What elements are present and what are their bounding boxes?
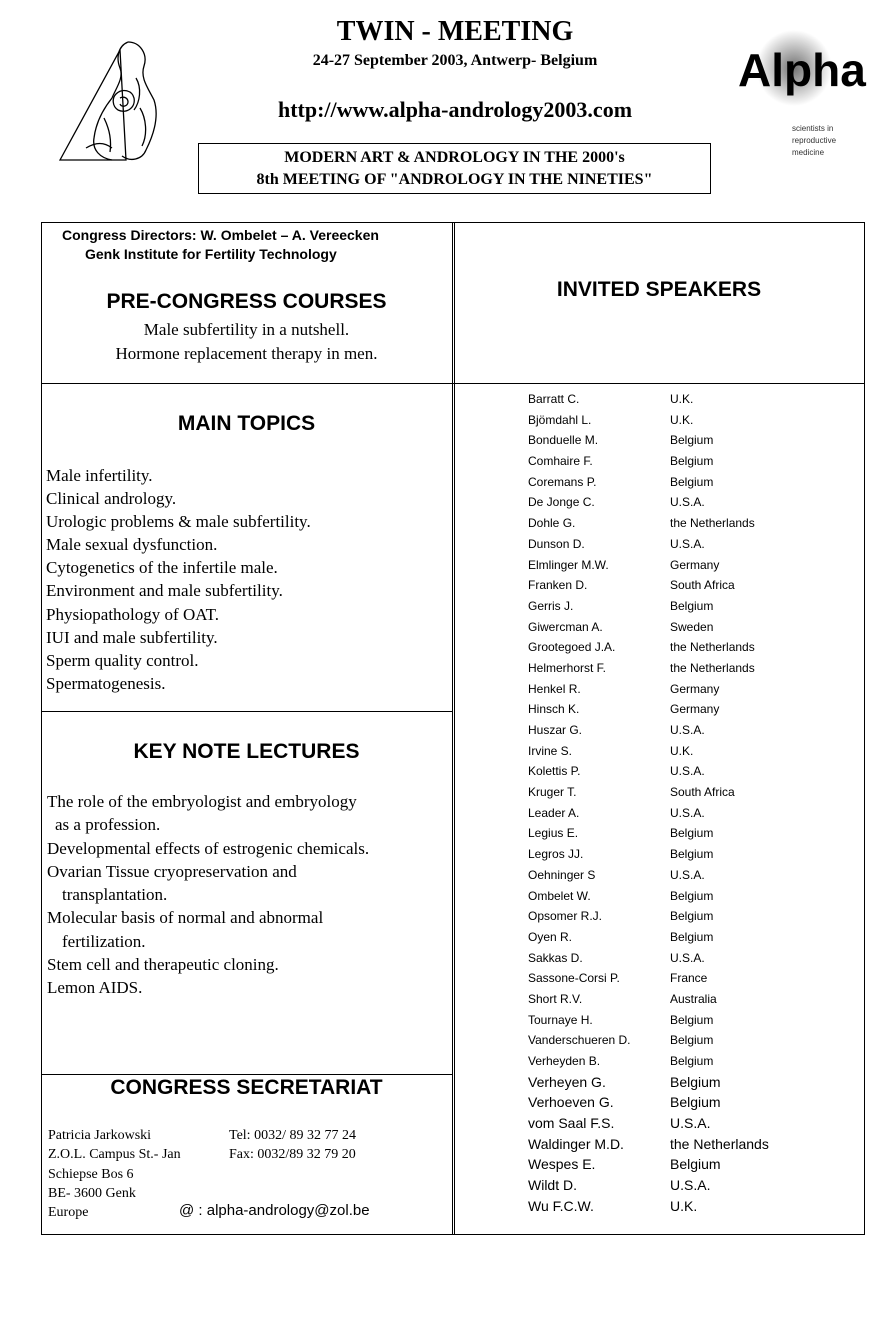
speaker-row	[528, 596, 769, 617]
speaker-name: Wu F.C.W.	[528, 1197, 594, 1214]
speakers-list	[528, 389, 769, 1217]
speaker-country: South Africa	[670, 578, 735, 593]
speaker-row	[528, 1010, 769, 1031]
speaker-row	[528, 410, 769, 431]
speaker-name: Barratt C.	[528, 392, 580, 406]
list-item: fertilization.	[62, 931, 146, 951]
grid-top-border	[41, 222, 865, 223]
grid-row-divider	[41, 711, 452, 712]
speaker-name: Oehninger S	[528, 867, 596, 882]
speaker-country: France	[670, 971, 708, 986]
speaker-name: Henkel R.	[528, 681, 581, 696]
speaker-name: Gerris J.	[528, 598, 574, 613]
speaker-row	[528, 472, 769, 493]
speaker-country: Belgium	[670, 909, 714, 924]
speaker-name: Irvine S.	[528, 743, 573, 758]
list-item: Spermatogenesis.	[46, 673, 166, 693]
speaker-row	[528, 637, 769, 658]
speaker-row	[528, 389, 769, 410]
alpha-logo-text: Alpha	[738, 44, 866, 96]
key-note-title: KEY NOTE LECTURES	[133, 740, 360, 763]
speaker-row	[528, 741, 769, 762]
speaker-country: the Netherlands	[670, 1135, 769, 1152]
secretariat-title: CONGRESS SECRETARIAT	[110, 1076, 383, 1099]
speaker-country: Australia	[670, 991, 717, 1006]
speaker-name: Vanderschueren D.	[528, 1033, 631, 1048]
address-line: Schiepse Bos 6	[48, 1166, 134, 1182]
speaker-name: Elmlinger M.W.	[528, 557, 609, 572]
subtitle-line: MODERN ART & ANDROLOGY IN THE 2000's	[284, 149, 625, 166]
speaker-row	[528, 658, 769, 679]
speaker-row	[528, 782, 769, 803]
speaker-row	[528, 1030, 769, 1051]
speaker-country: U.S.A.	[670, 764, 705, 779]
main-topics-list	[46, 464, 311, 695]
speaker-country: the Netherlands	[670, 640, 755, 655]
speaker-country: Belgium	[670, 454, 714, 469]
list-item: Sperm quality control.	[46, 650, 199, 670]
speaker-name: Leader A.	[528, 805, 580, 820]
speaker-country: Belgium	[670, 929, 714, 944]
speaker-country: Belgium	[670, 474, 714, 489]
list-item: Lemon AIDS.	[47, 978, 143, 998]
list-item: Molecular basis of normal and abnormal	[47, 908, 324, 928]
speaker-name: Verheyden B.	[528, 1054, 601, 1068]
speaker-name: Legius E.	[528, 826, 579, 841]
grid-center-divider	[454, 222, 455, 1235]
artistic-figure-logo	[56, 38, 166, 164]
speaker-name: Grootegoed J.A.	[528, 640, 616, 655]
event-url[interactable]: http://www.alpha-andrology2003.com	[277, 97, 633, 122]
speaker-name: De Jonge C.	[528, 495, 595, 510]
speaker-name: Hinsch K.	[528, 702, 580, 717]
grid-bottom-border	[41, 1234, 865, 1235]
secretariat-email[interactable]: @ : alpha-andrology@zol.be	[179, 1202, 370, 1219]
speaker-name: Coremans P.	[528, 474, 597, 489]
speaker-row	[528, 720, 769, 741]
speaker-row	[528, 823, 769, 844]
speaker-country: the Netherlands	[670, 516, 755, 531]
speaker-country: Germany	[670, 702, 720, 717]
speaker-country: Sweden	[670, 619, 714, 634]
tagline-line: scientists in	[792, 124, 834, 133]
grid-row-divider	[41, 383, 865, 384]
speaker-row	[528, 886, 769, 907]
speaker-row	[528, 492, 769, 513]
page-title: TWIN - MEETING	[336, 16, 574, 47]
speaker-country: U.S.A.	[670, 950, 705, 965]
subtitle-line: 8th MEETING OF "ANDROLOGY IN THE NINETIES"	[256, 171, 653, 188]
speaker-name: Giwercman A.	[528, 619, 603, 634]
speaker-country: U.K.	[670, 1197, 698, 1214]
secretariat-address	[48, 1126, 181, 1222]
speaker-row	[528, 989, 769, 1010]
speaker-country: U.S.A.	[670, 1115, 711, 1132]
fax-number: Fax: 0032/89 32 79 20	[229, 1147, 356, 1163]
speaker-row	[528, 513, 769, 534]
speaker-row	[528, 575, 769, 596]
speaker-name: Verhoeven G.	[528, 1094, 614, 1111]
speaker-row	[528, 430, 769, 451]
address-line: Z.O.L. Campus St.- Jan	[48, 1147, 181, 1163]
address-line: Europe	[48, 1205, 89, 1221]
speaker-row	[528, 1175, 769, 1196]
speaker-row	[528, 1113, 769, 1134]
speaker-name: Wespes E.	[528, 1156, 596, 1173]
alpha-tagline	[792, 123, 882, 159]
speaker-row	[528, 699, 769, 720]
list-item: Ovarian Tissue cryopreservation and	[47, 861, 297, 881]
list-item: Environment and male subfertility.	[46, 581, 283, 601]
speaker-country: U.S.A.	[670, 1177, 711, 1194]
speaker-country: Belgium	[670, 1094, 721, 1111]
list-item: Clinical andrology.	[46, 489, 177, 509]
speaker-row	[528, 1154, 769, 1175]
speaker-country: Belgium	[670, 433, 714, 448]
speaker-name: Opsomer R.J.	[528, 909, 603, 924]
list-item: IUI and male subfertility.	[46, 627, 218, 647]
speaker-row	[528, 968, 769, 989]
subtitle-box	[198, 143, 711, 194]
speaker-country: Belgium	[670, 1156, 721, 1173]
list-item: Hormone replacement therapy in men.	[115, 344, 378, 363]
speaker-row	[528, 451, 769, 472]
speaker-name: Comhaire F.	[528, 454, 593, 469]
speaker-country: South Africa	[670, 785, 735, 800]
congress-directors	[62, 226, 379, 264]
speaker-country: Belgium	[670, 888, 714, 903]
alpha-logo	[736, 28, 876, 108]
speaker-name: Ombelet W.	[528, 888, 591, 903]
speaker-row	[528, 679, 769, 700]
directors-names: Congress Directors: W. Ombelet – A. Vereecken	[62, 227, 379, 243]
speaker-name: Kruger T.	[528, 785, 577, 800]
speaker-country: U.S.A.	[670, 536, 705, 551]
main-topics-title: MAIN TOPICS	[177, 412, 316, 435]
grid-right-border	[864, 222, 865, 1235]
directors-institute: Genk Institute for Fertility Technology	[85, 246, 337, 262]
list-item: The role of the embryologist and embryology	[47, 792, 357, 811]
speaker-name: vom Saal F.S.	[528, 1115, 615, 1132]
tagline-line: medicine	[792, 148, 825, 157]
speaker-row	[528, 617, 769, 638]
invited-speakers-title: INVITED SPEAKERS	[556, 278, 762, 301]
speaker-country: Germany	[670, 681, 720, 696]
speaker-row	[528, 1196, 769, 1217]
speaker-row	[528, 534, 769, 555]
speaker-name: Sakkas D.	[528, 950, 583, 965]
speaker-country: U.S.A.	[670, 867, 705, 882]
list-item: Stem cell and therapeutic cloning.	[47, 955, 279, 975]
speaker-name: Tournaye H.	[528, 1012, 593, 1027]
speaker-row	[528, 844, 769, 865]
speaker-name: Waldinger M.D.	[528, 1135, 624, 1152]
speaker-country: U.S.A.	[670, 723, 705, 737]
list-item: Male infertility.	[46, 466, 153, 485]
speaker-row	[528, 1051, 769, 1072]
address-line: Patricia Jarkowski	[48, 1128, 152, 1143]
speaker-name: Huszar G.	[528, 723, 583, 737]
speaker-name: Dohle G.	[528, 516, 576, 531]
speaker-country: U.K.	[670, 743, 694, 758]
speaker-name: Sassone-Corsi P.	[528, 971, 620, 986]
speaker-country: Germany	[670, 557, 720, 572]
speaker-country: Belgium	[670, 847, 714, 862]
speaker-name: Bonduelle M.	[528, 433, 599, 448]
speaker-name: Dunson D.	[528, 536, 585, 551]
list-item: as a profession.	[55, 815, 161, 835]
speaker-row	[528, 803, 769, 824]
pre-congress-list	[41, 318, 452, 366]
speaker-country: U.K.	[670, 412, 694, 427]
address-line: BE- 3600 Genk	[48, 1185, 136, 1201]
speaker-country: Belgium	[670, 1012, 714, 1027]
speaker-row	[528, 1134, 769, 1155]
speaker-name: Bjömdahl L.	[528, 412, 592, 427]
list-item: Physiopathology of OAT.	[46, 604, 219, 624]
speaker-country: Belgium	[670, 1054, 714, 1068]
speaker-name: Verheyen G.	[528, 1073, 606, 1090]
speaker-country: U.S.A.	[670, 495, 705, 510]
speaker-country: the Netherlands	[670, 660, 755, 675]
speaker-name: Helmerhorst F.	[528, 660, 607, 675]
phone-number: Tel: 0032/ 89 32 77 24	[229, 1128, 356, 1143]
speaker-country: Belgium	[670, 1073, 721, 1090]
speaker-name: Kolettis P.	[528, 764, 581, 779]
speaker-row	[528, 555, 769, 576]
speaker-name: Legros JJ.	[528, 847, 584, 862]
speaker-name: Franken D.	[528, 578, 588, 593]
speaker-row	[528, 761, 769, 782]
speaker-name: Oyen R.	[528, 929, 573, 944]
speaker-row	[528, 927, 769, 948]
list-item: Male sexual dysfunction.	[46, 535, 218, 555]
speaker-country: Belgium	[670, 826, 714, 841]
list-item: Urologic problems & male subfertility.	[46, 512, 311, 532]
speaker-row	[528, 906, 769, 927]
speaker-country: Belgium	[670, 598, 714, 613]
grid-center-divider	[452, 222, 453, 1235]
tagline-line: reproductive	[792, 136, 837, 145]
list-item: transplantation.	[62, 885, 168, 905]
speaker-row	[528, 948, 769, 969]
secretariat-contacts	[229, 1126, 356, 1165]
speaker-row	[528, 1072, 769, 1093]
event-dates: 24-27 September 2003, Antwerp- Belgium	[312, 52, 598, 69]
speaker-country: Belgium	[670, 1033, 714, 1048]
speaker-row	[528, 865, 769, 886]
key-note-list	[47, 790, 369, 1000]
list-item: Cytogenetics of the infertile male.	[46, 558, 278, 578]
speaker-name: Short R.V.	[528, 991, 583, 1006]
speaker-country: U.S.A.	[670, 805, 705, 820]
list-item: Developmental effects of estrogenic chemicals.	[47, 838, 370, 858]
speaker-row	[528, 1092, 769, 1113]
grid-row-divider	[41, 1074, 452, 1075]
speaker-country: U.K.	[670, 392, 694, 406]
pre-congress-title: PRE-CONGRESS COURSES	[106, 290, 387, 313]
speaker-name: Wildt D.	[528, 1177, 577, 1194]
list-item: Male subfertility in a nutshell.	[143, 320, 350, 339]
